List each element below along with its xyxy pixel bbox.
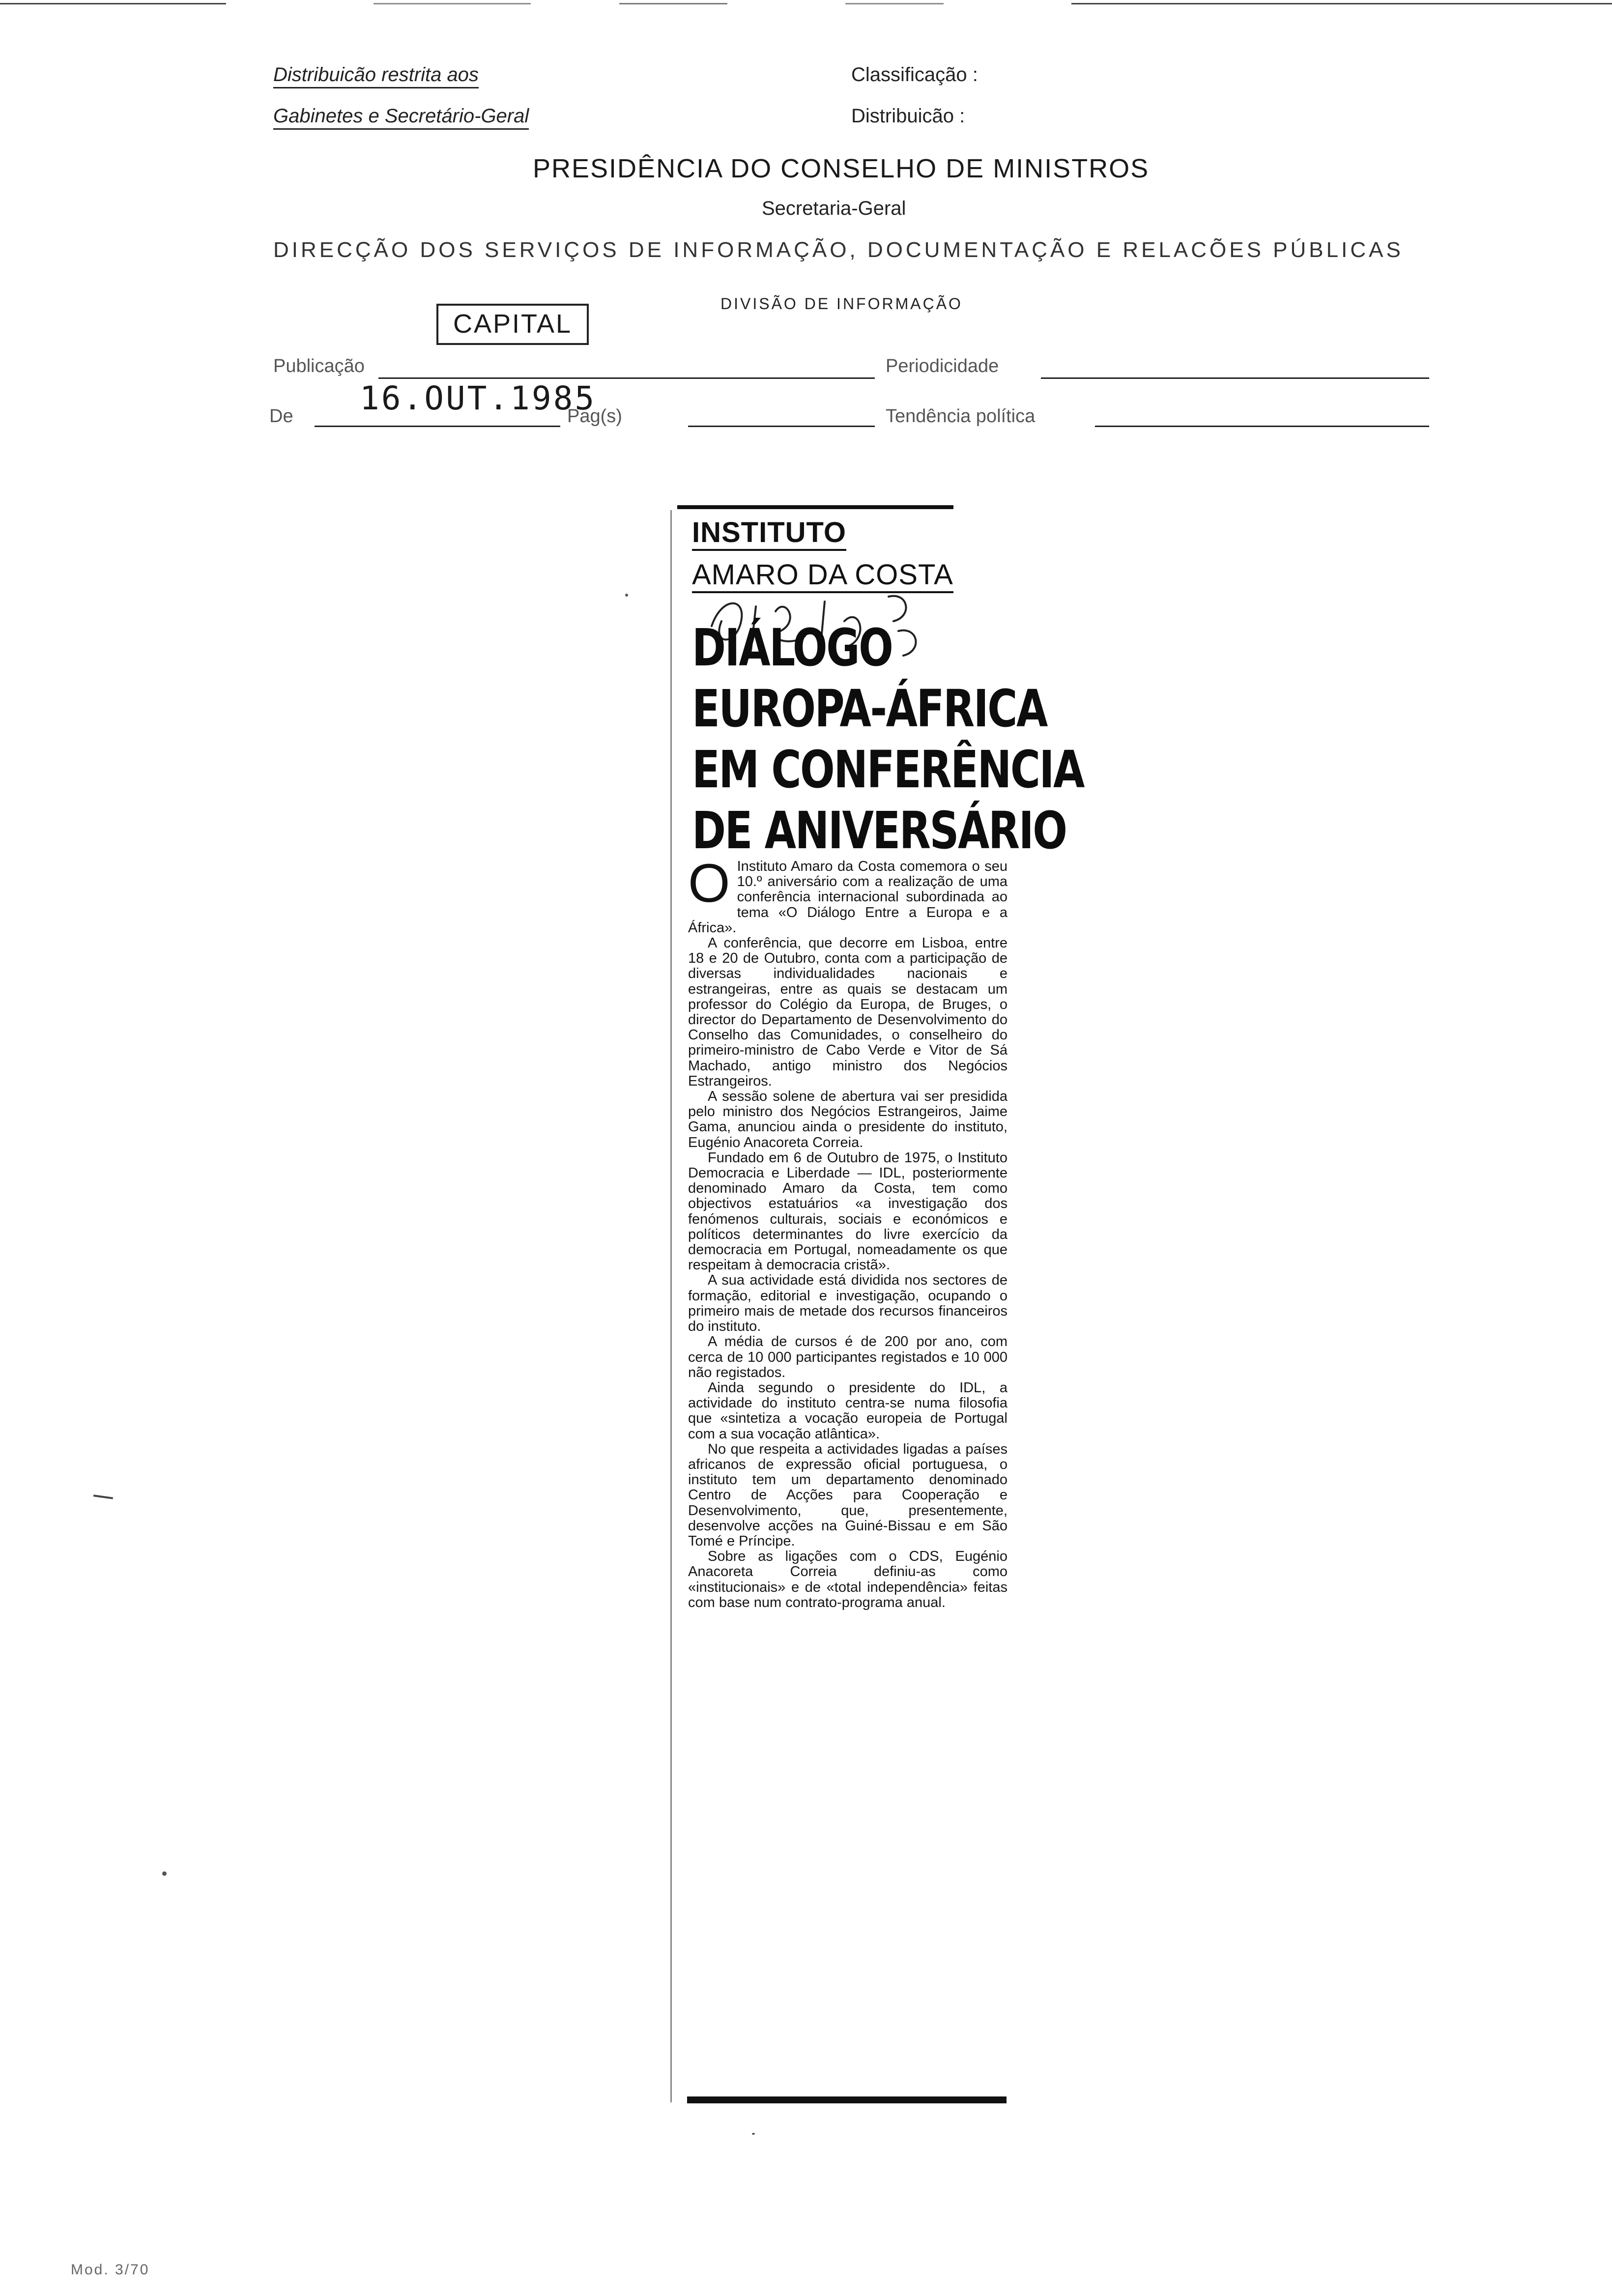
- article-paragraph: A média de cursos é de 200 por ano, com cerca de 10 000 participantes registados e 10 000 não registados.: [688, 1334, 1008, 1380]
- scan-edge-line: [0, 3, 226, 4]
- scan-speck: [625, 594, 628, 597]
- scan-mark: [93, 1494, 113, 1499]
- periodicidade-field-line: [1041, 377, 1429, 379]
- clipping-left-edge: [670, 510, 672, 2102]
- ministry-title: PRESIDÊNCIA DO CONSELHO DE MINISTROS: [533, 154, 1150, 183]
- publicacao-field-line: [378, 377, 875, 379]
- headline-line: EM CONFERÊNCIA: [692, 740, 1084, 800]
- kicker-line2: AMARO DA COSTA: [692, 558, 953, 593]
- article-body: [688, 853, 1008, 1610]
- date-stamp: 16.OUT.1985: [360, 379, 597, 417]
- publication-stamp: CAPITAL: [436, 304, 589, 345]
- scan-edge-line: [619, 3, 727, 4]
- article-paragraph-text: Instituto Amaro da Costa comemora o seu 10.º aniversário com a realização de uma conferência internacional subordinada ao tema «O Diálogo Entre a Europa e a África».: [688, 859, 1008, 936]
- periodicidade-label: Periodicidade: [886, 356, 999, 376]
- tendencia-label: Tendência política: [886, 406, 1036, 427]
- article-paragraph: No que respeita a actividades ligadas a países africanos de expressão oficial portuguesa, o instituto tem um departamento denominado Centro de Acções para Cooperação e Desenvolvimento, que, presentemente, desenvolve acções na Guiné-Bissau e em São Tomé e Príncipe.: [688, 1441, 1008, 1549]
- article-paragraph: Sobre as ligações com o CDS, Eugénio Anacoreta Correia definiu-as como «institucionais» e de «total independência» feitas com base num contrato-programa anual.: [688, 1549, 1008, 1610]
- article-paragraph: Fundado em 6 de Outubro de 1975, o Instituto Democracia e Liberdade — IDL, posteriormente denominado Amaro da Costa, tem como objectivos estatuários «a investigação dos fenómenos culturais, sociais e económicos e políticos determinantes do livre exercício da democracia em Portugal, nomeadamente os que respeitam à democracia cristã».: [688, 1149, 1008, 1273]
- article-paragraph: [688, 853, 1008, 936]
- tendencia-field-line: [1095, 426, 1429, 427]
- drop-cap: O: [688, 853, 730, 914]
- form-code: Mod. 3/70: [71, 2262, 150, 2278]
- headline-line: DIÁLOGO: [692, 618, 892, 678]
- date-field-line: [315, 426, 560, 427]
- headline-line: EUROPA-ÁFRICA: [692, 679, 1047, 739]
- scan-edge-line: [374, 3, 531, 4]
- article-paragraph: A sua actividade está dividida nos sectores de formação, editorial e investigação, ocupando o primeiro mais de metade dos recursos financeiros do instituto.: [688, 1272, 1008, 1335]
- restricted-distribution-line2: Gabinetes e Secretário-Geral: [273, 105, 529, 130]
- scan-speck: [162, 1871, 167, 1876]
- clipping-bottom-rule: [687, 2096, 1007, 2103]
- date-label: De: [269, 406, 293, 427]
- headline-line: DE ANIVERSÁRIO: [692, 801, 1066, 861]
- restricted-distribution-line1: Distribuicão restrita aos: [273, 64, 479, 88]
- scan-speck: [752, 2133, 755, 2135]
- article-paragraph: A conferência, que decorre em Lisboa, entre 18 e 20 de Outubro, conta com a participação de diversas individualidades nacionais e estrangeiras, entre as quais se destacam um professor do Colégio da Europa, de Bruges, o director do Departamento de Desenvolvimento do Conselho das Comunidades, o conselheiro do primeiro-ministro de Cabo Verde e Vitor de Sá Machado, antigo ministro dos Negócios Estrangeiros.: [688, 935, 1008, 1089]
- article-paragraph: Ainda segundo o presidente do IDL, a actividade do instituto centra-se numa filosofia que «sintetiza a vocação europeia de Portugal com a sua vocação atlântica».: [688, 1379, 1008, 1442]
- headline: [692, 617, 1084, 861]
- scan-edge-line: [845, 3, 944, 4]
- pags-field-line: [688, 426, 875, 427]
- division-label: DIVISÃO DE INFORMAÇÃO: [720, 295, 963, 313]
- distribuicao-label: Distribuicão :: [851, 105, 965, 127]
- article-paragraph: A sessão solene de abertura vai ser presidida pelo ministro dos Negócios Estrangeiros, Jaime Gama, anunciou ainda o presidente do instituto, Eugénio Anacoreta Correia.: [688, 1089, 1008, 1150]
- scan-edge-line: [1071, 3, 1612, 4]
- secretaria-geral: Secretaria-Geral: [762, 198, 906, 219]
- pags-label: Pag(s): [567, 406, 622, 427]
- newspaper-clipping: [677, 505, 1084, 2103]
- directorate-line: DIRECÇÃO DOS SERVIÇOS DE INFORMAÇÃO, DOCUMENTAÇÃO E RELACÕES PÚBLICAS: [273, 238, 1404, 262]
- kicker-line1: INSTITUTO: [692, 516, 846, 551]
- clipping-top-rule: [677, 505, 953, 509]
- publicacao-label: Publicação: [273, 356, 365, 376]
- classificacao-label: Classificação :: [851, 64, 978, 86]
